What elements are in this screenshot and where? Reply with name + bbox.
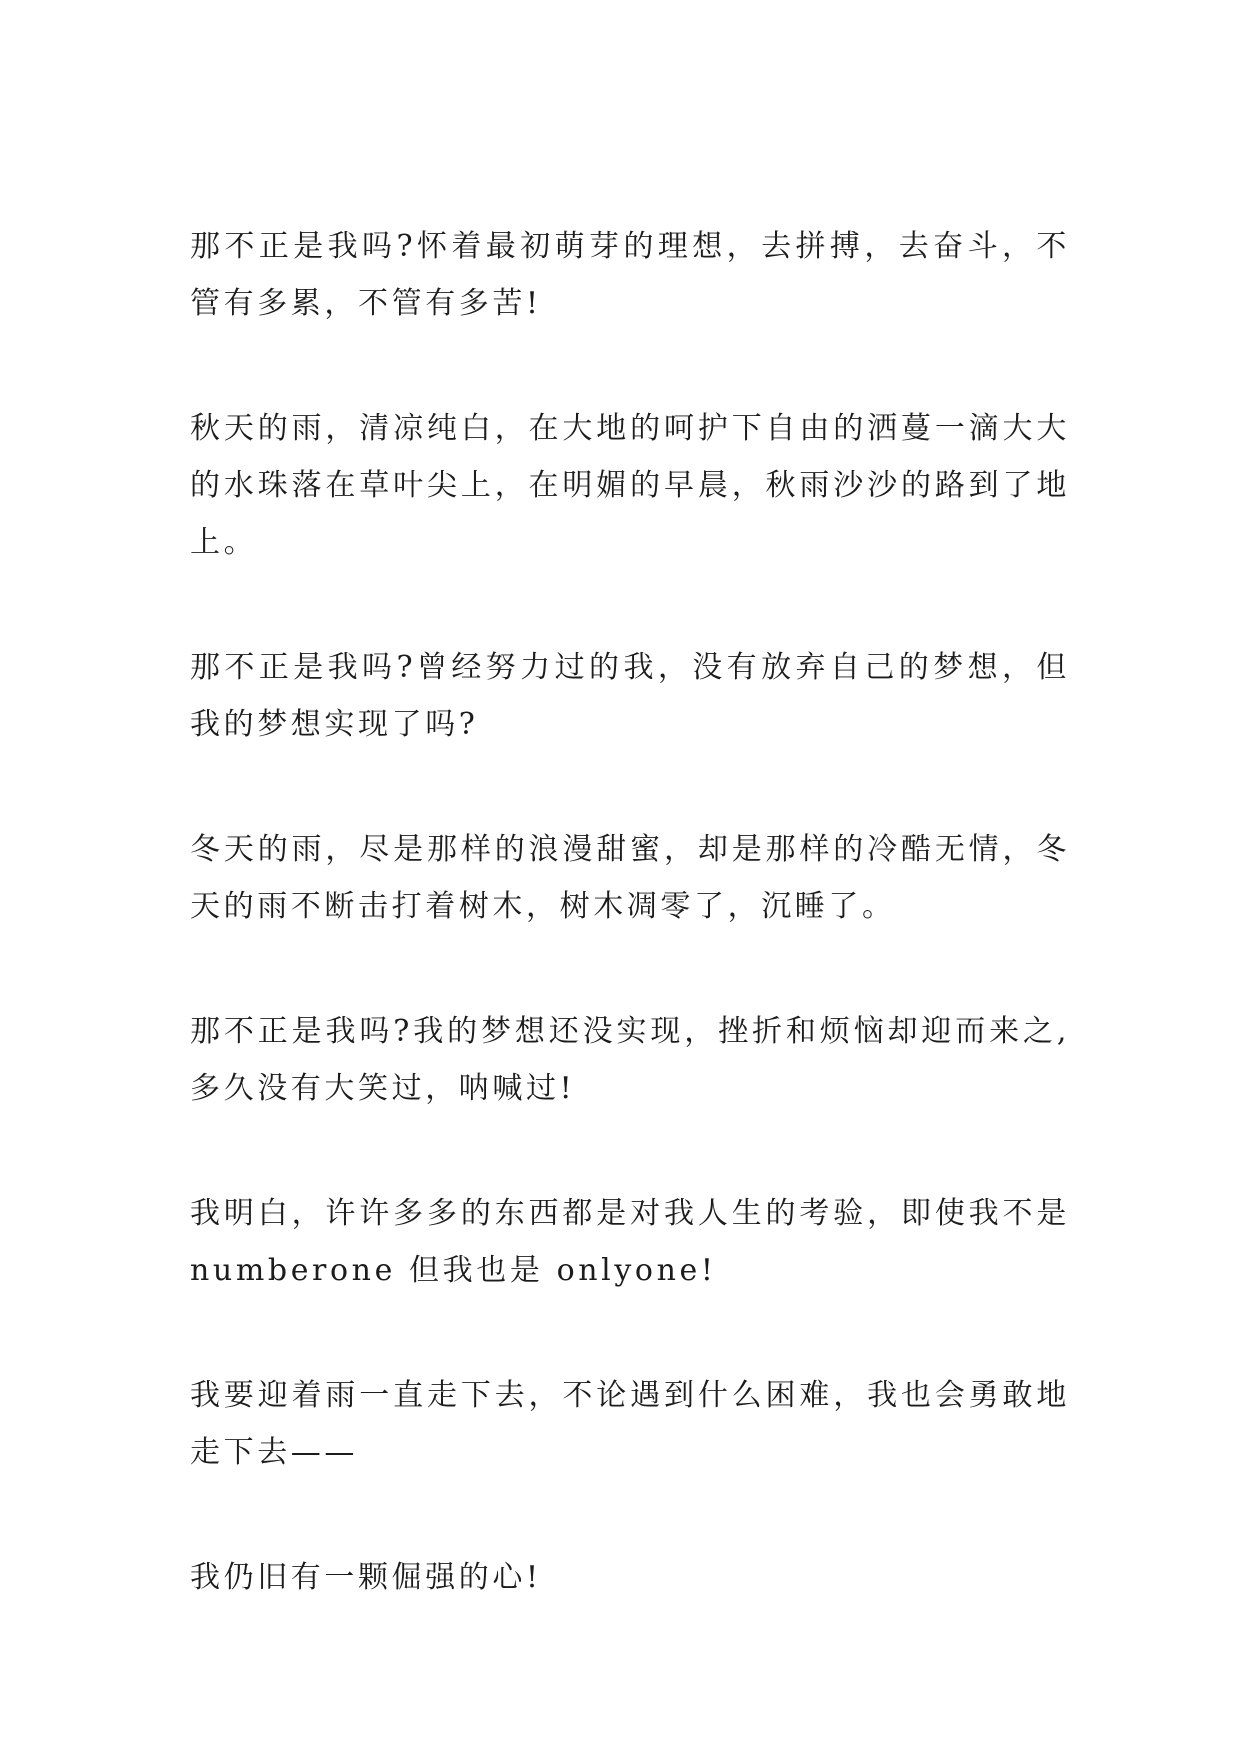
paragraph-3: 那不正是我吗?曾经努力过的我，没有放弃自己的梦想，但我的梦想实现了吗? [190,650,1070,742]
paragraph-6: 我明白，许许多多的东西都是对我人生的考验，即使我不是numberone 但我也是 onlyone! [190,1196,1070,1288]
paragraph-1: 那不正是我吗?怀着最初萌芽的理想，去拼搏，去奋斗，不管有多累，不管有多苦! [190,229,1070,321]
paragraph-8: 我仍旧有一颗倔强的心! [190,1560,542,1595]
document-body [190,218,1070,1674]
paragraph-7: 我要迎着雨一直走下去，不论遇到什么困难，我也会勇敢地走下去—— [190,1378,1070,1470]
paragraph-4: 冬天的雨，尽是那样的浪漫甜蜜，却是那样的冷酷无情，冬天的雨不断击打着树木，树木凋零了，沉睡了。 [190,832,1070,924]
paragraph-2: 秋天的雨，清凉纯白，在大地的呵护下自由的洒蔓一滴大大的水珠落在草叶尖上，在明媚的早晨，秋雨沙沙的路到了地上。 [190,411,1070,560]
paragraph-5: 那不正是我吗?我的梦想还没实现，挫折和烦恼却迎而来之,多久没有大笑过，呐喊过! [190,1014,1070,1106]
